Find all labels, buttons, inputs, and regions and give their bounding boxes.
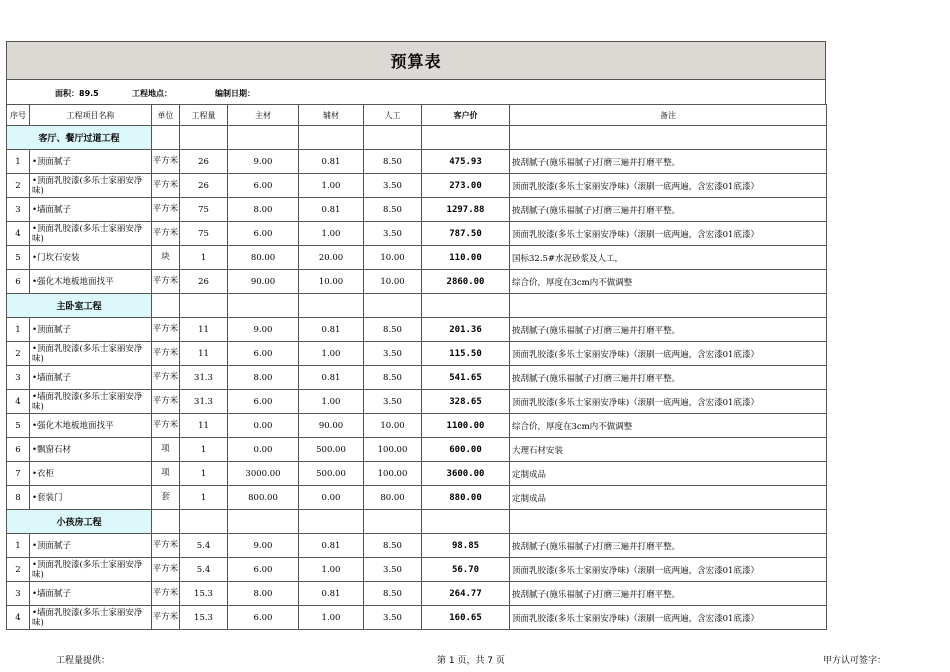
item-quantity: 1 xyxy=(180,462,228,486)
row-number: 7 xyxy=(7,462,30,486)
client-price: 201.36 xyxy=(422,318,510,342)
labor: 3.50 xyxy=(364,558,422,582)
main-material: 0.00 xyxy=(228,438,299,462)
labor: 80.00 xyxy=(364,486,422,510)
item-unit: 平方米 xyxy=(152,150,180,174)
item-note: 顶面乳胶漆(多乐士家丽安净味)（滚刷一底两遍，含宏漆01底漆） xyxy=(510,558,827,582)
row-number: 4 xyxy=(7,606,30,630)
empty-cell xyxy=(228,294,299,318)
item-name: •套装门 xyxy=(30,486,152,510)
empty-cell xyxy=(510,294,827,318)
row-number: 5 xyxy=(7,414,30,438)
sheet-title: 预算表 xyxy=(6,41,826,79)
item-quantity: 1 xyxy=(180,246,228,270)
labor: 8.50 xyxy=(364,318,422,342)
header-cell: 工程项目名称 xyxy=(30,105,152,126)
item-note: 大理石材安装 xyxy=(510,438,827,462)
item-name: •门坎石安装 xyxy=(30,246,152,270)
item-unit: 平方米 xyxy=(152,318,180,342)
labor: 8.50 xyxy=(364,150,422,174)
section-title: 小孩房工程 xyxy=(7,510,152,534)
item-quantity: 15.3 xyxy=(180,582,228,606)
item-note: 顶面乳胶漆(多乐士家丽安净味)（滚刷一底两遍，含宏漆01底漆） xyxy=(510,174,827,198)
item-name: •墙面腻子 xyxy=(30,582,152,606)
labor: 8.50 xyxy=(364,534,422,558)
item-unit: 平方米 xyxy=(152,558,180,582)
labor: 100.00 xyxy=(364,438,422,462)
item-quantity: 11 xyxy=(180,414,228,438)
client-price: 1297.88 xyxy=(422,198,510,222)
item-quantity: 5.4 xyxy=(180,534,228,558)
table-row xyxy=(7,438,827,462)
main-material: 6.00 xyxy=(228,390,299,414)
client-price: 787.50 xyxy=(422,222,510,246)
item-unit: 平方米 xyxy=(152,390,180,414)
item-unit: 块 xyxy=(152,246,180,270)
empty-cell xyxy=(364,510,422,534)
header-row xyxy=(7,105,827,126)
main-material: 9.00 xyxy=(228,534,299,558)
table-row xyxy=(7,558,827,582)
client-price: 600.00 xyxy=(422,438,510,462)
row-number: 6 xyxy=(7,270,30,294)
client-price: 541.65 xyxy=(422,366,510,390)
item-quantity: 11 xyxy=(180,342,228,366)
empty-cell xyxy=(152,126,180,150)
section-title: 主卧室工程 xyxy=(7,294,152,318)
item-note: 国标32.5#水泥砂浆及人工， xyxy=(510,246,827,270)
aux-material: 1.00 xyxy=(299,558,364,582)
main-material: 8.00 xyxy=(228,366,299,390)
table-row xyxy=(7,582,827,606)
item-quantity: 75 xyxy=(180,222,228,246)
item-note: 综合价，厚度在3cm内不做调整 xyxy=(510,270,827,294)
empty-cell xyxy=(180,294,228,318)
item-unit: 平方米 xyxy=(152,270,180,294)
item-unit: 平方米 xyxy=(152,198,180,222)
labor: 10.00 xyxy=(364,270,422,294)
site-label: 工程地点： xyxy=(132,89,172,98)
client-price: 3600.00 xyxy=(422,462,510,486)
empty-cell xyxy=(152,294,180,318)
aux-material: 0.81 xyxy=(299,150,364,174)
main-material: 3000.00 xyxy=(228,462,299,486)
table-row xyxy=(7,246,827,270)
client-price: 2860.00 xyxy=(422,270,510,294)
aux-material: 500.00 xyxy=(299,438,364,462)
row-number: 3 xyxy=(7,582,30,606)
item-name: •墙面腻子 xyxy=(30,366,152,390)
labor: 8.50 xyxy=(364,198,422,222)
aux-material: 0.81 xyxy=(299,366,364,390)
section-row xyxy=(7,294,827,318)
main-material: 9.00 xyxy=(228,318,299,342)
item-note: 综合价，厚度在3cm内不做调整 xyxy=(510,414,827,438)
client-price: 273.00 xyxy=(422,174,510,198)
labor: 3.50 xyxy=(364,222,422,246)
aux-material: 10.00 xyxy=(299,270,364,294)
item-quantity: 1 xyxy=(180,486,228,510)
section-row xyxy=(7,510,827,534)
area-label: 面积：89.5 xyxy=(55,89,99,98)
table-row xyxy=(7,222,827,246)
aux-material: 0.00 xyxy=(299,486,364,510)
main-material: 6.00 xyxy=(228,222,299,246)
main-material: 6.00 xyxy=(228,606,299,630)
empty-cell xyxy=(364,126,422,150)
empty-cell xyxy=(299,510,364,534)
item-name: •顶面腻子 xyxy=(30,150,152,174)
header-cell: 工程量 xyxy=(180,105,228,126)
client-price: 880.00 xyxy=(422,486,510,510)
item-unit: 平方米 xyxy=(152,366,180,390)
main-material: 6.00 xyxy=(228,174,299,198)
item-note: 披刮腻子(施乐福腻子)打磨三遍并打磨平整。 xyxy=(510,318,827,342)
aux-material: 1.00 xyxy=(299,174,364,198)
row-number: 2 xyxy=(7,174,30,198)
item-name: •墙面腻子 xyxy=(30,198,152,222)
table-row xyxy=(7,342,827,366)
table-row xyxy=(7,462,827,486)
item-note: 披刮腻子(施乐福腻子)打磨三遍并打磨平整。 xyxy=(510,366,827,390)
table-row xyxy=(7,534,827,558)
item-name: •衣柜 xyxy=(30,462,152,486)
table-row xyxy=(7,486,827,510)
item-unit: 平方米 xyxy=(152,174,180,198)
main-material: 9.00 xyxy=(228,150,299,174)
header-cell: 单位 xyxy=(152,105,180,126)
item-unit: 平方米 xyxy=(152,534,180,558)
item-unit: 项 xyxy=(152,438,180,462)
empty-cell xyxy=(422,294,510,318)
item-unit: 平方米 xyxy=(152,222,180,246)
empty-cell xyxy=(510,126,827,150)
item-unit: 平方米 xyxy=(152,414,180,438)
header-cell: 备注 xyxy=(510,105,827,126)
footer-left: 工程量提供： xyxy=(56,656,111,666)
client-price: 1100.00 xyxy=(422,414,510,438)
table-row xyxy=(7,174,827,198)
table-row xyxy=(7,390,827,414)
budget-table xyxy=(6,104,827,630)
client-price: 475.93 xyxy=(422,150,510,174)
aux-material: 90.00 xyxy=(299,414,364,438)
item-note: 披刮腻子(施乐福腻子)打磨三遍并打磨平整。 xyxy=(510,150,827,174)
labor: 8.50 xyxy=(364,366,422,390)
client-price: 160.65 xyxy=(422,606,510,630)
empty-cell xyxy=(422,126,510,150)
client-price: 98.85 xyxy=(422,534,510,558)
item-quantity: 31.3 xyxy=(180,366,228,390)
header-cell: 主材 xyxy=(228,105,299,126)
labor: 100.00 xyxy=(364,462,422,486)
item-note: 定制成品 xyxy=(510,486,827,510)
section-title: 客厅、餐厅过道工程 xyxy=(7,126,152,150)
table-row xyxy=(7,150,827,174)
aux-material: 500.00 xyxy=(299,462,364,486)
client-price: 110.00 xyxy=(422,246,510,270)
client-price: 115.50 xyxy=(422,342,510,366)
footer-page: 第 1 页，共 7 页 xyxy=(437,656,505,666)
empty-cell xyxy=(299,294,364,318)
item-name: •顶面乳胶漆(多乐士家丽安净味) xyxy=(30,222,152,246)
empty-cell xyxy=(228,510,299,534)
table-row xyxy=(7,198,827,222)
labor: 3.50 xyxy=(364,390,422,414)
empty-cell xyxy=(510,510,827,534)
aux-material: 1.00 xyxy=(299,390,364,414)
empty-cell xyxy=(228,126,299,150)
item-name: •墙面乳胶漆(多乐士家丽安净味) xyxy=(30,390,152,414)
item-unit: 平方米 xyxy=(152,582,180,606)
empty-cell xyxy=(180,126,228,150)
aux-material: 0.81 xyxy=(299,198,364,222)
item-note: 顶面乳胶漆(多乐士家丽安净味)（滚刷一底两遍，含宏漆01底漆） xyxy=(510,222,827,246)
aux-material: 0.81 xyxy=(299,318,364,342)
item-quantity: 26 xyxy=(180,174,228,198)
row-number: 3 xyxy=(7,198,30,222)
item-unit: 项 xyxy=(152,462,180,486)
labor: 10.00 xyxy=(364,414,422,438)
item-unit: 平方米 xyxy=(152,606,180,630)
item-quantity: 26 xyxy=(180,270,228,294)
table-row xyxy=(7,270,827,294)
labor: 10.00 xyxy=(364,246,422,270)
main-material: 0.00 xyxy=(228,414,299,438)
aux-material: 1.00 xyxy=(299,222,364,246)
row-number: 6 xyxy=(7,438,30,462)
item-name: •强化木地板地面找平 xyxy=(30,270,152,294)
item-name: •强化木地板地面找平 xyxy=(30,414,152,438)
item-name: •墙面乳胶漆(多乐士家丽安净味) xyxy=(30,606,152,630)
item-name: •顶面乳胶漆(多乐士家丽安净味) xyxy=(30,558,152,582)
footer-right: 甲方认可签字： xyxy=(823,656,887,666)
aux-material: 1.00 xyxy=(299,606,364,630)
row-number: 1 xyxy=(7,318,30,342)
labor: 3.50 xyxy=(364,342,422,366)
client-price: 56.70 xyxy=(422,558,510,582)
item-quantity: 31.3 xyxy=(180,390,228,414)
item-unit: 套 xyxy=(152,486,180,510)
empty-cell xyxy=(422,510,510,534)
row-number: 1 xyxy=(7,534,30,558)
main-material: 8.00 xyxy=(228,198,299,222)
empty-cell xyxy=(180,510,228,534)
table-row xyxy=(7,366,827,390)
item-note: 顶面乳胶漆(多乐士家丽安净味)（滚刷一底两遍，含宏漆01底漆） xyxy=(510,606,827,630)
row-number: 4 xyxy=(7,390,30,414)
date-label: 编制日期： xyxy=(215,89,255,98)
item-note: 顶面乳胶漆(多乐士家丽安净味)（滚刷一底两遍，含宏漆01底漆） xyxy=(510,390,827,414)
aux-material: 1.00 xyxy=(299,342,364,366)
row-number: 2 xyxy=(7,342,30,366)
empty-cell xyxy=(364,294,422,318)
row-number: 3 xyxy=(7,366,30,390)
item-name: •顶面乳胶漆(多乐士家丽安净味) xyxy=(30,174,152,198)
item-note: 披刮腻子(施乐福腻子)打磨三遍并打磨平整。 xyxy=(510,582,827,606)
item-name: •顶面乳胶漆(多乐士家丽安净味) xyxy=(30,342,152,366)
info-row xyxy=(6,79,826,104)
table-row xyxy=(7,606,827,630)
section-row xyxy=(7,126,827,150)
item-note: 顶面乳胶漆(多乐士家丽安净味)（滚刷一底两遍，含宏漆01底漆） xyxy=(510,342,827,366)
item-note: 披刮腻子(施乐福腻子)打磨三遍并打磨平整。 xyxy=(510,198,827,222)
item-quantity: 75 xyxy=(180,198,228,222)
client-price: 264.77 xyxy=(422,582,510,606)
header-cell: 辅材 xyxy=(299,105,364,126)
empty-cell xyxy=(152,510,180,534)
table-row xyxy=(7,414,827,438)
item-name: •顶面腻子 xyxy=(30,318,152,342)
empty-cell xyxy=(299,126,364,150)
main-material: 90.00 xyxy=(228,270,299,294)
header-cell: 序号 xyxy=(7,105,30,126)
labor: 3.50 xyxy=(364,174,422,198)
item-quantity: 26 xyxy=(180,150,228,174)
row-number: 5 xyxy=(7,246,30,270)
labor: 3.50 xyxy=(364,606,422,630)
item-quantity: 1 xyxy=(180,438,228,462)
row-number: 4 xyxy=(7,222,30,246)
main-material: 80.00 xyxy=(228,246,299,270)
aux-material: 0.81 xyxy=(299,582,364,606)
item-quantity: 15.3 xyxy=(180,606,228,630)
item-note: 定制成品 xyxy=(510,462,827,486)
header-cell: 人工 xyxy=(364,105,422,126)
item-quantity: 11 xyxy=(180,318,228,342)
item-name: •飘窗石材 xyxy=(30,438,152,462)
main-material: 6.00 xyxy=(228,558,299,582)
row-number: 1 xyxy=(7,150,30,174)
item-name: •顶面腻子 xyxy=(30,534,152,558)
aux-material: 0.81 xyxy=(299,534,364,558)
header-cell: 客户价 xyxy=(422,105,510,126)
main-material: 6.00 xyxy=(228,342,299,366)
main-material: 8.00 xyxy=(228,582,299,606)
item-quantity: 5.4 xyxy=(180,558,228,582)
aux-material: 20.00 xyxy=(299,246,364,270)
item-note: 披刮腻子(施乐福腻子)打磨三遍并打磨平整。 xyxy=(510,534,827,558)
client-price: 328.65 xyxy=(422,390,510,414)
budget-sheet xyxy=(6,41,826,630)
item-unit: 平方米 xyxy=(152,342,180,366)
main-material: 800.00 xyxy=(228,486,299,510)
table-row xyxy=(7,318,827,342)
row-number: 2 xyxy=(7,558,30,582)
labor: 8.50 xyxy=(364,582,422,606)
row-number: 8 xyxy=(7,486,30,510)
